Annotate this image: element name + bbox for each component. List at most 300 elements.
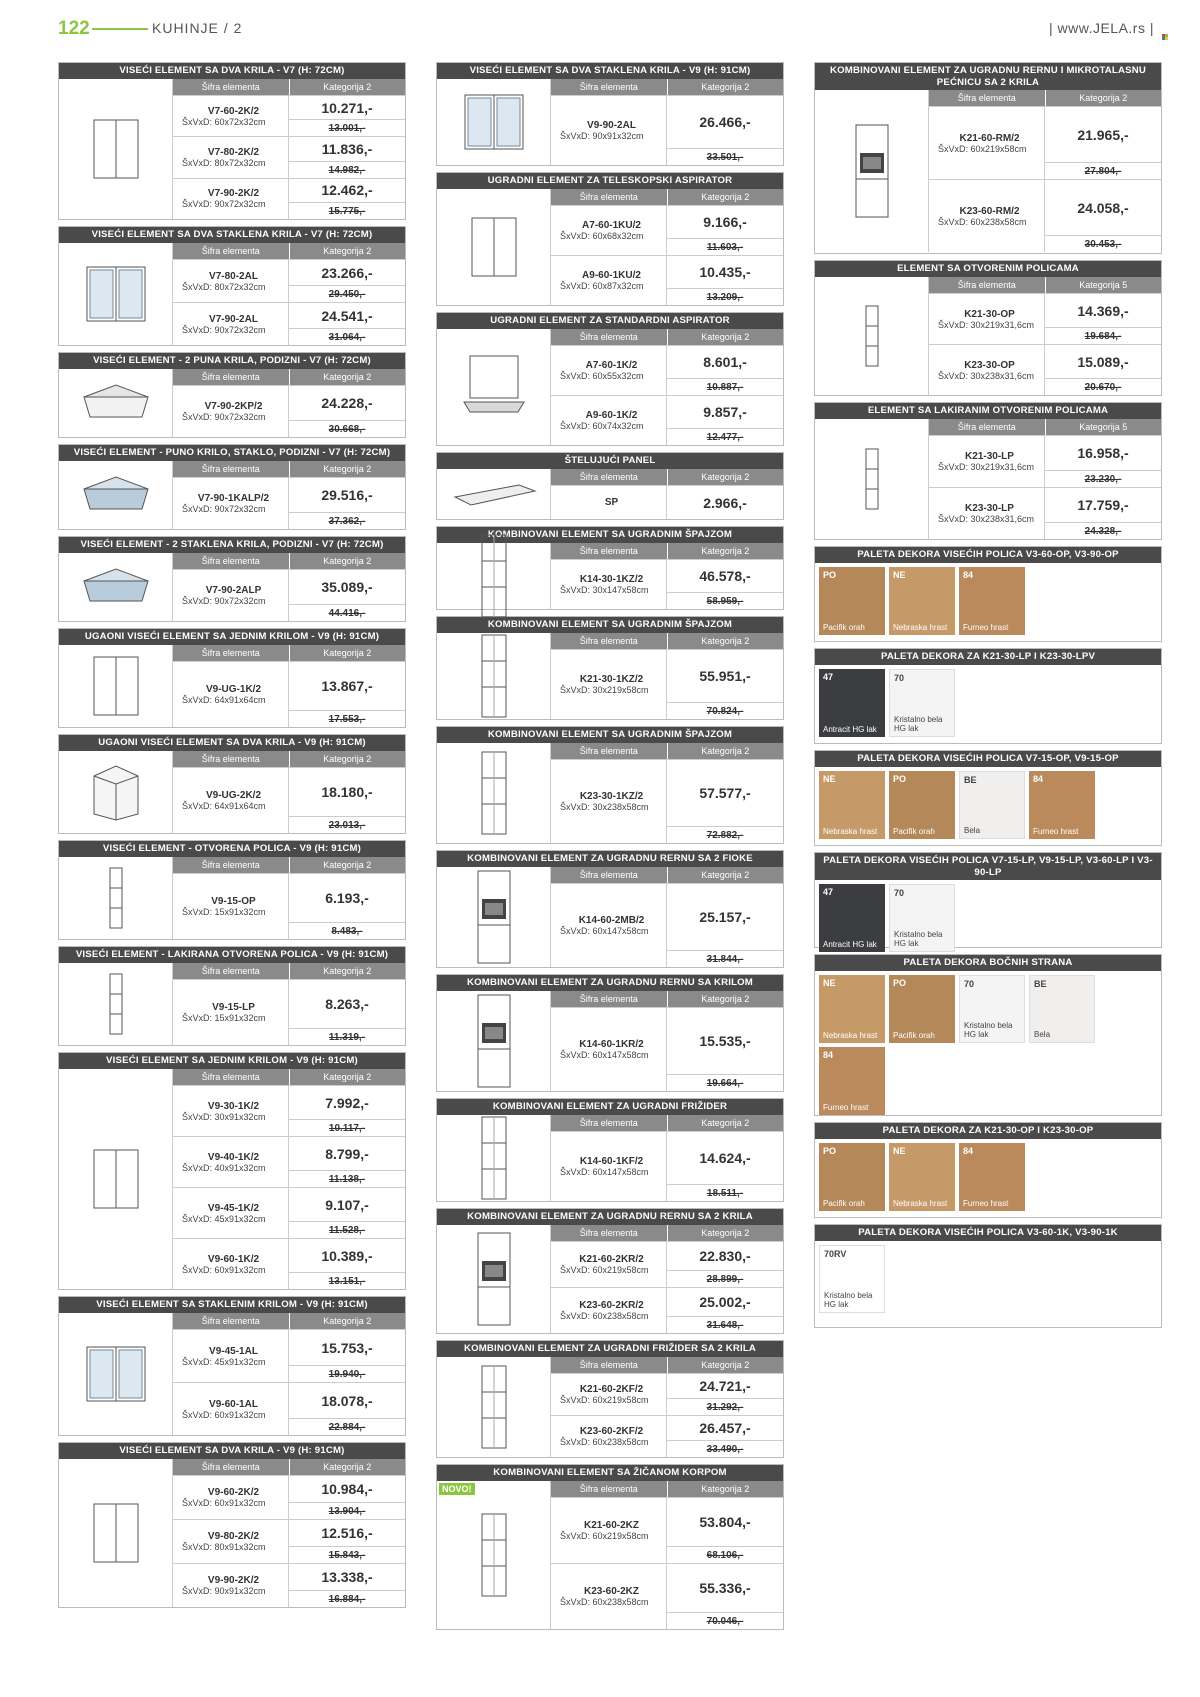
block-title: VISEĆI ELEMENT - 2 PUNA KRILA, PODIZNI - V7 (H: 72CM) [59,353,405,369]
price-cell [289,662,405,727]
sale-price: 29.516,- [321,487,373,503]
price-table [173,79,405,219]
product-dimensions: ŠxVxD: 60x238x58cm [560,1311,649,1321]
table-row [173,1329,405,1382]
block-title: VISEĆI ELEMENT SA DVA KRILA - V9 (H: 91CM) [59,1443,405,1459]
sale-price: 26.466,- [699,114,751,130]
column-header-code: Šifra elementa [551,329,668,345]
block-body [59,1459,405,1607]
swatch-name: Nebraska hrast [893,1199,948,1208]
price-cell [1045,488,1161,539]
price-table [551,867,783,967]
decor-swatch [819,884,885,952]
product-code: V7-80-2K/2 [207,146,260,158]
product-block [436,1098,784,1202]
price-table [551,189,783,305]
price-table [551,543,783,609]
table-row [551,395,783,445]
old-price: 15.843,- [289,1546,405,1563]
price-cell [667,1008,783,1091]
sale-price: 8.263,- [325,996,369,1012]
product-image [437,1225,551,1333]
block-body [437,1115,783,1201]
price-table [173,1069,405,1289]
product-dimensions: ŠxVxD: 60x147x58cm [560,926,649,936]
sale-price: 24.541,- [321,307,373,324]
decor-swatch [819,771,885,839]
price-cell [1045,436,1161,487]
price-cell [289,96,405,136]
table-row [173,1136,405,1187]
product-cell [551,256,667,305]
price-table [551,469,783,519]
column-header-code: Šifra elementa [929,90,1046,106]
table-row [173,1563,405,1607]
price-cell [289,303,405,345]
price-table [173,369,405,437]
product-dimensions: ŠxVxD: 90x91x32cm [560,131,644,141]
product-cell [173,1383,289,1435]
column-header-code: Šifra elementa [551,1225,668,1241]
table-row [551,345,783,395]
swatch-list [815,971,1161,1119]
price-table [929,90,1161,252]
product-code: V9-15-LP [212,1002,255,1013]
price-table [173,461,405,529]
decor-palette [814,1122,1162,1218]
table-header [929,277,1161,293]
table-row [173,569,405,621]
table-row [551,559,783,609]
sale-price: 55.951,- [699,668,751,684]
block-body [437,991,783,1091]
column-header-code: Šifra elementa [173,857,290,873]
old-price: 27.804,- [1045,162,1161,179]
decor-swatch [889,567,955,635]
block-title: KOMBINOVANI ELEMENT ZA UGRADNU RERNU SA 2 KRILA [437,1209,783,1225]
product-dimensions: ŠxVxD: 60x238x58cm [560,1437,649,1447]
product-cell [173,179,289,219]
table-header [551,543,783,559]
product-dimensions: ŠxVxD: 30x219x31,6cm [938,319,1035,330]
decor-palette [814,750,1162,846]
price-table [551,743,783,843]
product-cell [173,137,289,177]
block-title: VISEĆI ELEMENT - PUNO KRILO, STAKLO, PODIZNI - V7 (H: 72CM) [59,445,405,461]
table-row [173,979,405,1045]
table-header [551,633,783,649]
sale-price: 14.369,- [1077,302,1129,319]
price-table [929,419,1161,539]
product-block [436,850,784,968]
old-price: 30.668,- [289,420,405,437]
table-row [929,487,1161,539]
product-code: K21-60-RM/2 [959,132,1020,144]
product-dimensions: ŠxVxD: 90x91x32cm [182,1586,266,1596]
price-cell [1045,180,1161,252]
page-number: 122 [58,18,90,39]
product-block [436,62,784,166]
old-price: 19.684,- [1045,327,1161,344]
old-price: 31.292,- [667,1398,783,1415]
swatch-name: Kristalno bela HG lak [964,1021,1013,1039]
product-block [58,536,406,622]
header-rule [92,28,148,30]
old-price: 33.490,- [667,1440,783,1457]
price-cell [289,1564,405,1607]
column-header-category: Kategorija 2 [668,991,784,1007]
product-dimensions: ŠxVxD: 90x72x32cm [182,324,266,335]
swatch-list [815,767,1161,843]
section-title: KUHINJE / 2 [152,20,243,36]
decor-swatch [819,1047,885,1115]
product-cell [929,345,1045,395]
column-header-code: Šifra elementa [173,1313,290,1329]
sale-price: 55.336,- [699,1580,751,1596]
old-price: 11.319,- [289,1028,405,1045]
price-table [551,329,783,445]
product-image [815,277,929,395]
product-image [59,1313,173,1435]
table-row [173,1085,405,1136]
price-cell [1045,294,1161,344]
swatch-name: Nebraska hrast [823,827,878,836]
column-header-code: Šifra elementa [173,751,290,767]
block-title: UGRADNI ELEMENT ZA STANDARDNI ASPIRATOR [437,313,783,329]
block-title: ŠTELUJUĆI PANEL [437,453,783,469]
sale-price: 15.535,- [699,1033,751,1049]
product-cell [173,980,289,1045]
sale-price: 16.958,- [1077,445,1129,461]
price-cell [289,1330,405,1382]
block-body [437,633,783,719]
product-dimensions: ŠxVxD: 90x72x32cm [182,596,266,606]
old-price: 23.013,- [289,816,405,833]
price-cell [289,179,405,219]
product-dimensions: ŠxVxD: 60x68x32cm [560,231,644,241]
column-header-category: Kategorija 2 [290,1313,406,1329]
price-cell [667,650,783,719]
product-code: SP [604,497,619,508]
price-cell [667,884,783,967]
product-code: K21-60-2KZ [583,1520,640,1531]
column-header-code: Šifra elementa [551,189,668,205]
column-header-code: Šifra elementa [929,419,1046,435]
product-cell [551,884,667,967]
table-row [929,179,1161,252]
swatch-code: 47 [823,887,834,897]
product-code: V9-UG-1K/2 [205,684,261,695]
product-cell [551,650,667,719]
block-body [437,329,783,445]
decor-swatch [889,771,955,839]
product-cell [929,180,1045,252]
product-code: K23-60-RM/2 [959,205,1020,217]
product-block [58,352,406,438]
swatch-code: 70RV [824,1249,847,1259]
decor-swatch [959,567,1025,635]
decor-swatch [889,669,955,737]
old-price: 31.648,- [667,1316,783,1333]
product-code: V9-60-2K/2 [207,1487,260,1498]
product-code: V9-90-2K/2 [207,1575,260,1586]
column-header-code: Šifra elementa [929,277,1046,293]
product-cell [929,436,1045,487]
product-dimensions: ŠxVxD: 60x238x58cm [938,216,1027,227]
column-header-category: Kategorija 2 [668,867,784,883]
product-code: V7-90-2K/2 [207,188,260,200]
product-cell [551,1498,667,1563]
swatch-name: Nebraska hrast [893,623,948,632]
price-table [173,553,405,621]
product-block [436,726,784,844]
column-header-category: Kategorija 2 [668,1225,784,1241]
sale-price: 6.193,- [325,890,369,906]
block-title: VISEĆI ELEMENT SA JEDNIM KRILOM - V9 (H: 91CM) [59,1053,405,1069]
old-price: 11.138,- [289,1170,405,1187]
product-image [59,369,173,437]
product-dimensions: ŠxVxD: 60x219x58cm [938,143,1027,154]
product-code: K14-60-2MB/2 [578,915,645,926]
price-table [173,857,405,939]
table-row [173,178,405,219]
sale-price: 7.992,- [325,1094,369,1111]
sale-price: 9.166,- [703,214,747,230]
product-dimensions: ŠxVxD: 60x55x32cm [560,371,644,381]
product-cell [551,760,667,843]
product-cell [929,488,1045,539]
block-body [59,369,405,437]
product-cell [173,1188,289,1238]
product-block [58,628,406,728]
old-price: 19.940,- [289,1365,405,1382]
decor-swatch [959,1143,1025,1211]
sale-price: 24.721,- [699,1378,751,1394]
old-price: 10.887,- [667,378,783,395]
sale-price: 53.804,- [699,1514,751,1530]
product-code: V9-45-1AL [209,1345,258,1357]
product-dimensions: ŠxVxD: 60x219x58cm [560,1531,649,1541]
table-row [551,95,783,165]
column-header-code: Šifra elementa [551,543,668,559]
product-dimensions: ŠxVxD: 15x91x32cm [182,907,266,917]
swatch-name: Pacifik orah [823,623,865,632]
block-title: KOMBINOVANI ELEMENT SA UGRADNIM ŠPAJZOM [437,617,783,633]
table-header [173,857,405,873]
table-header [173,553,405,569]
table-header [173,1313,405,1329]
swatch-code: 84 [1033,774,1044,784]
price-cell [667,256,783,305]
table-header [173,369,405,385]
product-code: K21-60-2KR/2 [579,1254,644,1265]
table-header [173,1069,405,1085]
table-row [173,1382,405,1435]
product-image [59,751,173,833]
block-body [437,189,783,305]
block-body [59,1313,405,1435]
product-block [58,1052,406,1290]
decor-palette [814,648,1162,744]
product-cell [173,768,289,833]
swatch-code: NE [893,570,906,580]
product-code: V7-90-2AL [209,313,258,325]
product-block [814,402,1162,540]
sale-price: 8.799,- [325,1145,369,1162]
swatch-code: 84 [823,1050,834,1060]
product-block [436,526,784,610]
column-header-code: Šifra elementa [551,1481,668,1497]
block-title: VISEĆI ELEMENT SA DVA STAKLENA KRILA - V9 (H: 91CM) [437,63,783,79]
product-dimensions: ŠxVxD: 60x219x58cm [560,1395,649,1405]
block-title: VISEĆI ELEMENT - OTVORENA POLICA - V9 (H: 91CM) [59,841,405,857]
palette-title: PALETA DEKORA VISEĆIH POLICA V3-60-OP, V3-90-OP [815,547,1161,563]
decor-swatch [819,669,885,737]
price-cell [667,396,783,445]
sale-price: 17.759,- [1077,497,1129,513]
sale-price: 9.107,- [325,1196,369,1213]
product-cell [173,1086,289,1136]
block-title: VISEĆI ELEMENT SA STAKLENIM KRILOM - V9 (H: 91CM) [59,1297,405,1313]
old-price: 15.775,- [289,202,405,219]
product-image [59,461,173,529]
swatch-name: Bela [964,826,981,835]
table-row [173,259,405,302]
swatch-code: 70 [894,673,905,683]
table-header [551,1357,783,1373]
product-dimensions: ŠxVxD: 60x87x32cm [560,281,644,291]
table-row [551,759,783,843]
column-header-code: Šifra elementa [551,1115,668,1131]
product-dimensions: ŠxVxD: 30x238x31,6cm [938,514,1035,524]
product-cell [173,1564,289,1607]
old-price: 8.483,- [289,922,405,939]
product-cell [551,486,667,519]
table-row [551,1287,783,1333]
column-header-category: Kategorija 2 [290,243,406,259]
decor-swatch [889,975,955,1043]
swatch-list [815,1139,1161,1215]
block-title: KOMBINOVANI ELEMENT SA UGRADNIM ŠPAJZOM [437,527,783,543]
decor-swatch [1029,975,1095,1043]
product-code: K23-30-1KZ/2 [579,791,644,802]
product-image [59,79,173,219]
decor-palette [814,852,1162,948]
price-table [173,1459,405,1607]
price-cell [667,1288,783,1333]
decor-swatch [1029,771,1095,839]
table-row [173,767,405,833]
block-title: KOMBINOVANI ELEMENT SA ŽIČANOM KORPOM [437,1465,783,1481]
old-price: 44.416,- [289,604,405,621]
sale-price: 25.002,- [699,1294,751,1310]
old-price: 24.328,- [1045,522,1161,539]
product-cell [173,874,289,939]
palette-title: PALETA DEKORA VISEĆIH POLICA V7-15-LP, V9-15-LP, V3-60-LP I V3-90-LP [815,853,1161,880]
old-price: 31.064,- [289,328,405,345]
block-body [59,553,405,621]
table-row [551,255,783,305]
price-table [173,963,405,1045]
table-header [551,469,783,485]
swatch-list [815,880,1161,956]
website-link[interactable]: | www.JELA.rs | [1048,20,1154,36]
price-cell [289,137,405,177]
product-block [436,1464,784,1630]
product-dimensions: ŠxVxD: 90x72x32cm [182,199,266,210]
product-dimensions: ŠxVxD: 30x238x31,6cm [938,370,1035,381]
table-header [173,243,405,259]
price-cell [289,386,405,437]
product-dimensions: ŠxVxD: 60x219x58cm [560,1265,649,1275]
product-dimensions: ŠxVxD: 30x91x32cm [182,1111,266,1122]
table-header [173,963,405,979]
product-block [814,260,1162,396]
product-cell [551,1374,667,1415]
sale-price: 18.078,- [321,1392,373,1409]
old-price: 23.230,- [1045,470,1161,487]
column-header-category: Kategorija 2 [668,543,784,559]
product-code: K23-60-2KF/2 [579,1426,644,1437]
block-title: VISEĆI ELEMENT SA DVA KRILA - V7 (H: 72CM) [59,63,405,79]
block-body [59,243,405,345]
product-code: K23-60-2KZ [583,1586,640,1597]
table-row [551,1007,783,1091]
product-dimensions: ŠxVxD: 60x74x32cm [560,421,644,431]
sale-price: 12.516,- [321,1525,373,1541]
product-cell [173,96,289,136]
product-cell [551,206,667,255]
product-dimensions: ŠxVxD: 60x147x58cm [560,1167,649,1177]
sale-price: 10.389,- [321,1247,373,1264]
page-header [58,18,1168,42]
table-header [551,1225,783,1241]
old-price: 58.959,- [667,592,783,609]
price-table [551,1115,783,1201]
table-header [551,743,783,759]
product-cell [551,1132,667,1201]
old-price: 68.106,- [667,1546,783,1563]
sale-price: 10.271,- [321,99,373,116]
product-image [437,1115,551,1201]
sale-price: 46.578,- [699,568,751,584]
sale-price: 22.830,- [699,1248,751,1264]
product-dimensions: ŠxVxD: 30x219x31,6cm [938,462,1035,472]
swatch-name: Kristalno bela HG lak [894,715,943,733]
price-cell [289,1239,405,1289]
swatch-code: NE [823,774,836,784]
column-header-category: Kategorija 2 [290,461,406,477]
product-block [436,172,784,306]
column-header-category: Kategorija 2 [290,553,406,569]
table-row [173,661,405,727]
product-block [436,616,784,720]
product-cell [173,478,289,529]
column-header-code: Šifra elementa [173,461,290,477]
swatch-name: Antracit HG lak [823,940,877,949]
swatch-list [815,563,1161,639]
decor-palette [814,954,1162,1116]
decor-swatch [959,975,1025,1043]
product-cell [551,1008,667,1091]
price-table [551,1357,783,1457]
swatch-name: Furneo hrast [963,623,1009,632]
palette-title: PALETA DEKORA ZA K21-30-LP I K23-30-LPV [815,649,1161,665]
old-price: 31.844,- [667,950,783,967]
decor-swatch [819,1143,885,1211]
product-dimensions: ŠxVxD: 90x72x32cm [182,504,266,514]
decor-swatch [889,1143,955,1211]
